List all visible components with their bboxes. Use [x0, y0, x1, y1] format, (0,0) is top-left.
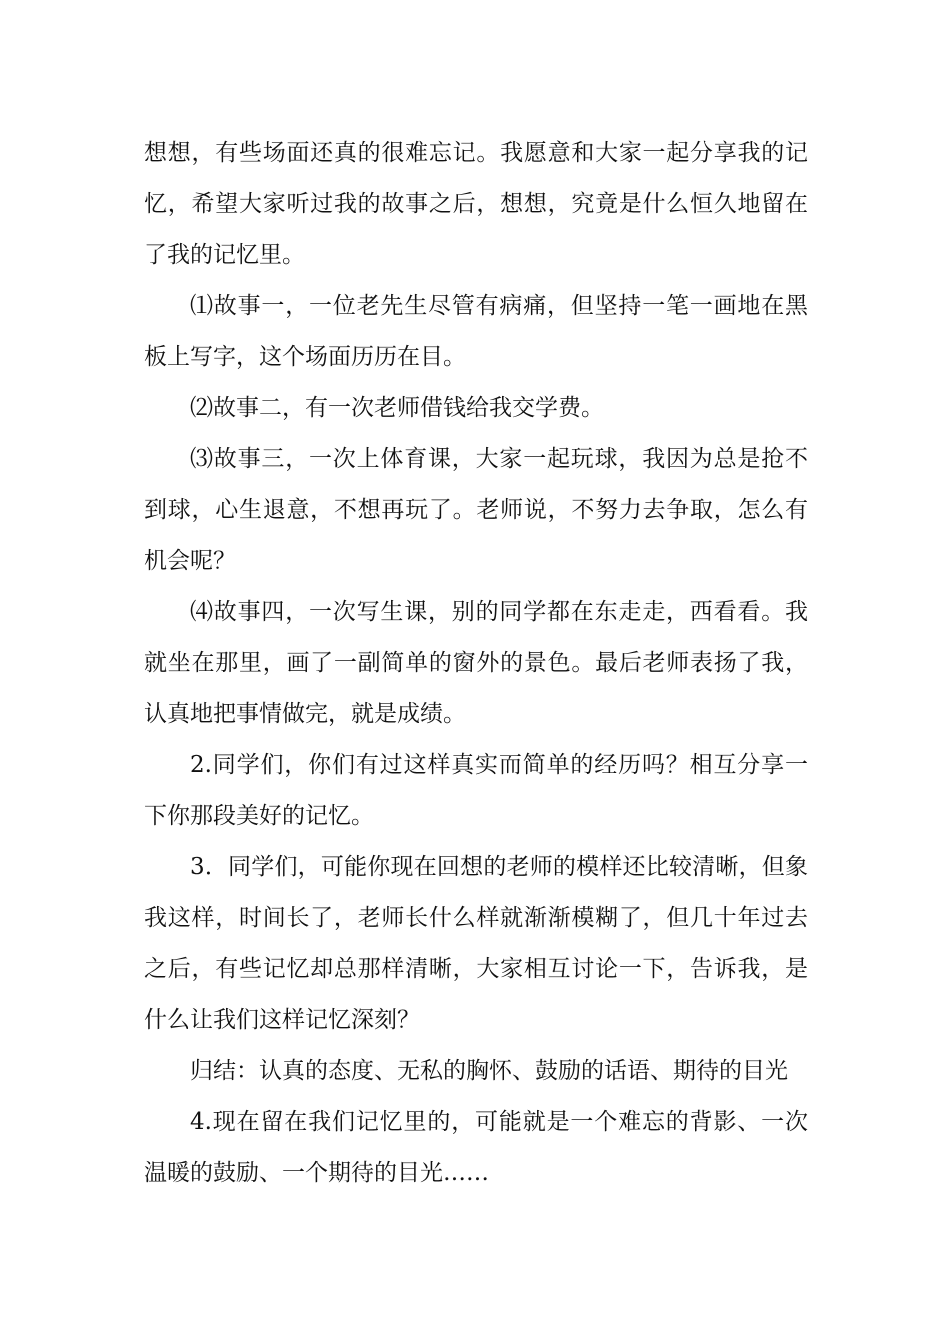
document-body	[144, 128, 808, 1199]
paragraph-item-2: 2.同学们，你们有过这样真实而简单的经历吗？相互分享一下你那段美好的记忆。	[144, 752, 808, 829]
paragraph-item-4: 4.现在留在我们记忆里的，可能就是一个难忘的背影、一次温暖的鼓励、一个期待的目光……	[144, 1109, 808, 1186]
paragraph-item-3: 3．同学们，可能你现在回想的老师的模样还比较清晰，但象我这样，时间长了，老师长什么样就渐渐模糊了，但几十年过去之后，有些记忆却总那样清晰，大家相互讨论一下，告诉我，是什么让我们这样记忆深刻？	[144, 854, 808, 1033]
paragraph-story-2: ⑵故事二，有一次老师借钱给我交学费。	[190, 395, 604, 421]
paragraph-story-4: ⑷故事四，一次写生课，别的同学都在东走走，西看看。我就坐在那里，画了一副简单的窗外的景色。最后老师表扬了我，认真地把事情做完，就是成绩。	[144, 599, 808, 727]
paragraph-summary: 归结：认真的态度、无私的胸怀、鼓励的话语、期待的目光	[190, 1058, 788, 1084]
paragraph-story-1: ⑴故事一，一位老先生尽管有病痛，但坚持一笔一画地在黑板上写字，这个场面历历在目。	[144, 293, 808, 370]
paragraph-story-3: ⑶故事三，一次上体育课，大家一起玩球，我因为总是抢不到球，心生退意，不想再玩了。老师说，不努力去争取，怎么有机会呢？	[144, 446, 808, 574]
paragraph-intro: 想想，有些场面还真的很难忘记。我愿意和大家一起分享我的记忆，希望大家听过我的故事之后，想想，究竟是什么恒久地留在了我的记忆里。	[144, 140, 808, 268]
